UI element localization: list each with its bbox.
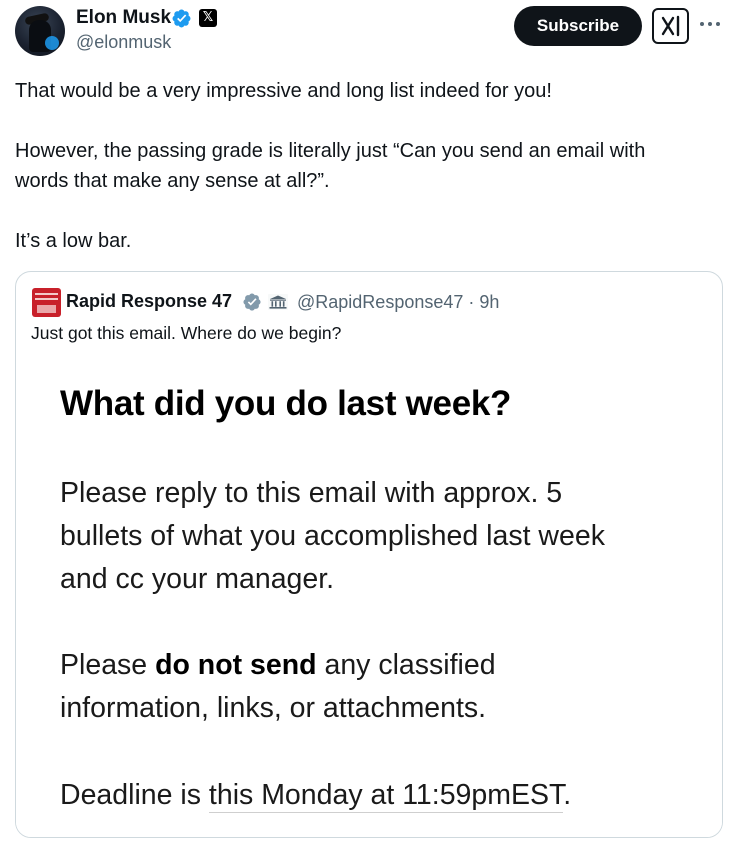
email-text-segment: Deadline is	[60, 779, 209, 811]
tweet-text-line: However, the passing grade is literally just “Can you send an email with	[15, 140, 646, 162]
author-avatar[interactable]	[15, 6, 65, 56]
x-affiliate-icon: 𝕏	[199, 9, 217, 27]
avatar-stripe-shape	[35, 293, 58, 295]
email-body-line: and cc your manager.	[60, 563, 335, 595]
tweet-text-line: That would be a very impressive and long list indeed for you!	[15, 80, 552, 102]
quote-handle-time[interactable]: @RapidResponse47 · 9h	[297, 292, 500, 312]
avatar-accent-shape	[45, 36, 59, 50]
tweet-text-line: It’s a low bar.	[15, 230, 132, 252]
quote-author-avatar[interactable]	[32, 288, 61, 317]
more-options-button[interactable]	[697, 12, 723, 38]
subscribe-button[interactable]: Subscribe	[514, 6, 642, 46]
email-deadline-line	[60, 779, 571, 812]
quote-author-name[interactable]: Rapid Response 47	[66, 291, 233, 311]
verified-badge-icon	[171, 8, 192, 29]
email-bold-text: do not send	[155, 649, 317, 681]
avatar-building-shape	[37, 305, 56, 313]
quote-text: Just got this email. Where do we begin?	[31, 323, 342, 343]
verified-badge-icon	[242, 292, 262, 312]
author-name[interactable]: Elon Musk	[76, 7, 172, 28]
email-text-segment: Please	[60, 649, 156, 681]
government-building-icon	[268, 294, 288, 310]
avatar-stripe-shape	[35, 298, 58, 300]
more-horizontal-icon	[699, 21, 721, 27]
quoted-tweet-card[interactable]	[15, 271, 723, 838]
grok-button[interactable]	[652, 8, 689, 44]
email-body-line: Please reply to this email with approx. 5	[60, 477, 563, 509]
grok-icon	[659, 14, 683, 38]
author-handle[interactable]: @elonmusk	[76, 32, 172, 52]
email-body-line: information, links, or attachments.	[60, 692, 487, 724]
email-text-segment: any classified	[316, 649, 496, 681]
email-body-line: bullets of what you accomplished last week	[60, 520, 605, 552]
deadline-date-link: this Monday at 11:59pmEST	[208, 779, 564, 811]
tweet-text-line: words that make any sense at all?”.	[15, 170, 330, 192]
email-text-segment: .	[563, 779, 572, 811]
email-heading: What did you do last week?	[60, 384, 512, 423]
quoted-email-image[interactable]	[16, 356, 722, 838]
email-body-line	[60, 649, 496, 682]
